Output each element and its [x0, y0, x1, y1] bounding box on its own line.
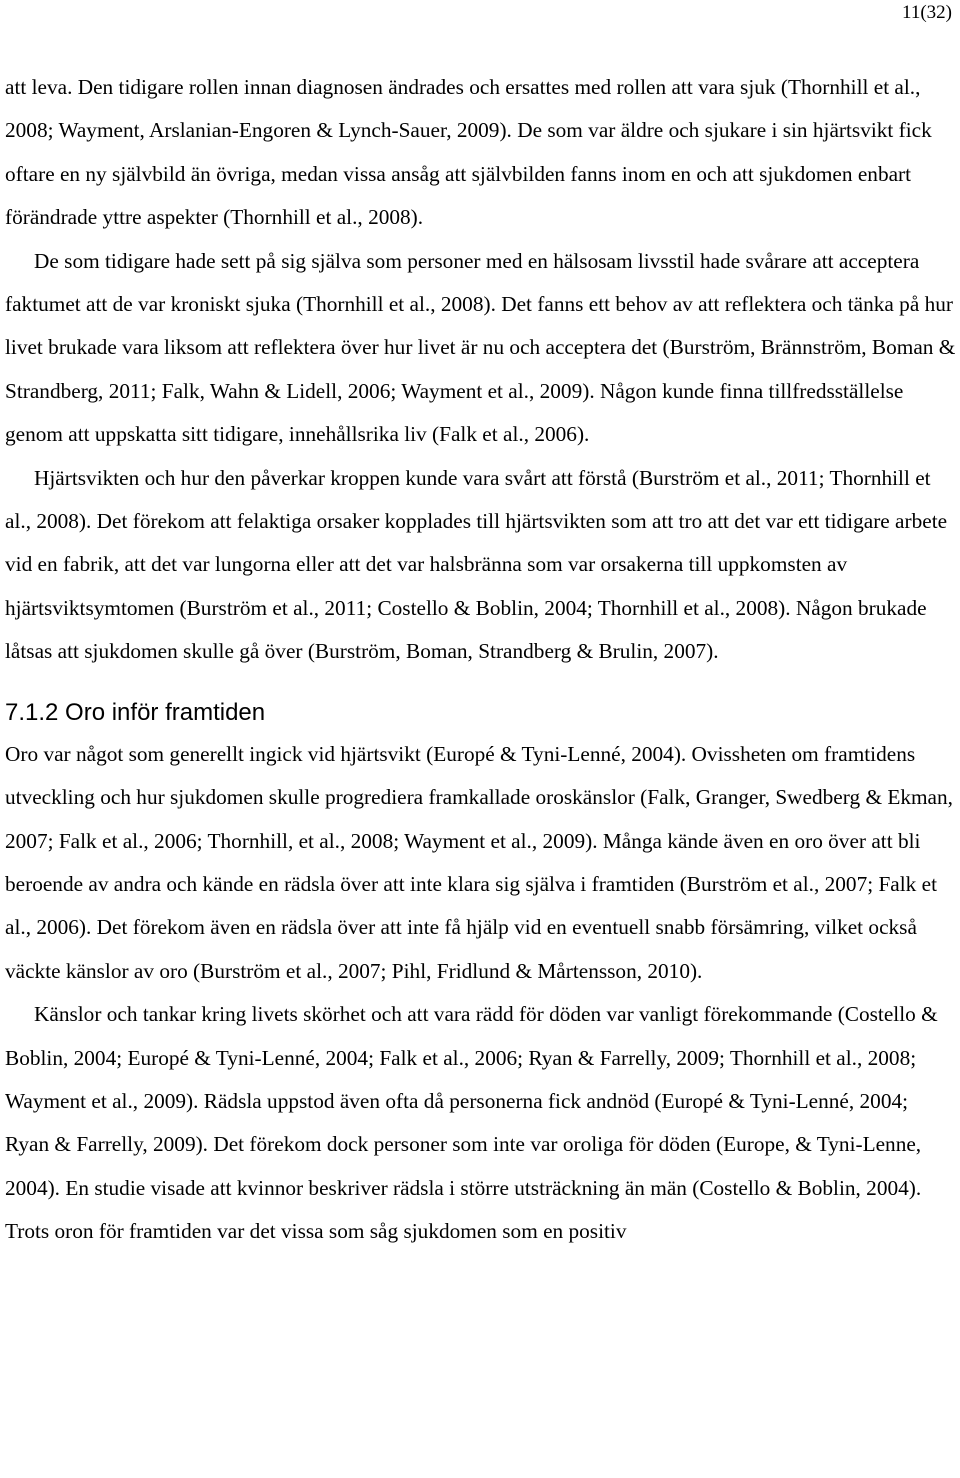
paragraph: Oro var något som generellt ingick vid hjärtsvikt (Europé & Tyni-Lenné, 2004). Ovissheten om framtidens utveckling och hur sjukdomen skulle progrediera framkallade oroskänslor (Falk, Granger, Swedberg & Ekman, 2007; Falk et al., 2006; Thornhill, et al., 2008; Wayment et al., 2009). Många kände även en oro över att bli beroende av andra och kände en rädsla över att inte klara sig själva i framtiden (Burström et al., 2007; Falk et al., 2006). Det förekom även en rädsla över att inte få hjälp vid en eventuell snabb försämring, vilket också väckte känslor av oro (Burström et al., 2007; Pihl, Fridlund & Mårtensson, 2010). [5, 741, 953, 983]
paragraph: Känslor och tankar kring livets skörhet och att vara rädd för döden var vanligt förekommande (Costello & Boblin, 2004; Europé & Tyni-Lenné, 2004; Falk et al., 2006; Ryan & Farrelly, 2009; Thornhill et al., 2008; Wayment et al., 2009). Rädsla uppstod även ofta då personerna fick andnöd (Europé & Tyni-Lenné, 2004; Ryan & Farrelly, 2009). Det förekom dock personer som inte var oroliga för döden (Europe, & Tyni-Lenne, 2004). En studie visade att kvinnor beskriver rädsla i större utsträckning än män (Costello & Boblin, 2004). Trots oron för framtiden var det vissa som såg sjukdomen som en positiv [5, 1002, 938, 1244]
page-number: 11(32) [902, 2, 952, 23]
paragraph: att leva. Den tidigare rollen innan diagnosen ändrades och ersattes med rollen att vara sjuk (Thornhill et al., 2008; Wayment, Arslanian-Engoren & Lynch-Sauer, 2009). De som var äldre och sjukare i sin hjärtsvikt fick oftare en ny självbild än övriga, medan vissa ansåg att självbilden fanns inom en och att sjukdomen enbart förändrade yttre aspekter (Thornhill et al., 2008). [5, 75, 932, 230]
paragraph: De som tidigare hade sett på sig själva som personer med en hälsosam livsstil hade svårare att acceptera faktumet att de var kroniskt sjuka (Thornhill et al., 2008). Det fanns ett behov av att reflektera och tänka på hur livet brukade vara liksom att reflektera över hur livet är nu och acceptera det (Burström, Brännström, Boman & Strandberg, 2011; Falk, Wahn & Lidell, 2006; Wayment et al., 2009). Någon kunde finna tillfredsställelse genom att uppskatta sitt tidigare, innehållsrika liv (Falk et al., 2006). [5, 248, 956, 447]
paragraph: Hjärtsvikten och hur den påverkar kroppen kunde vara svårt att förstå (Burström et al., 2011; Thornhill et al., 2008). Det förekom att felaktiga orsaker kopplades till hjärtsvikten som att tro att det var ett tidigare arbete vid en fabrik, att det var lungorna eller att det var halsbränna som var orsakerna till uppkomsten av hjärtsviktsymtomen (Burström et al., 2011; Costello & Boblin, 2004; Thornhill et al., 2008). Någon brukade låtsas att sjukdomen skulle gå över (Burström, Boman, Strandberg & Brulin, 2007). [5, 465, 948, 664]
body-text [5, 66, 957, 1254]
section-heading: 7.1.2 Oro inför framtiden [5, 698, 266, 726]
